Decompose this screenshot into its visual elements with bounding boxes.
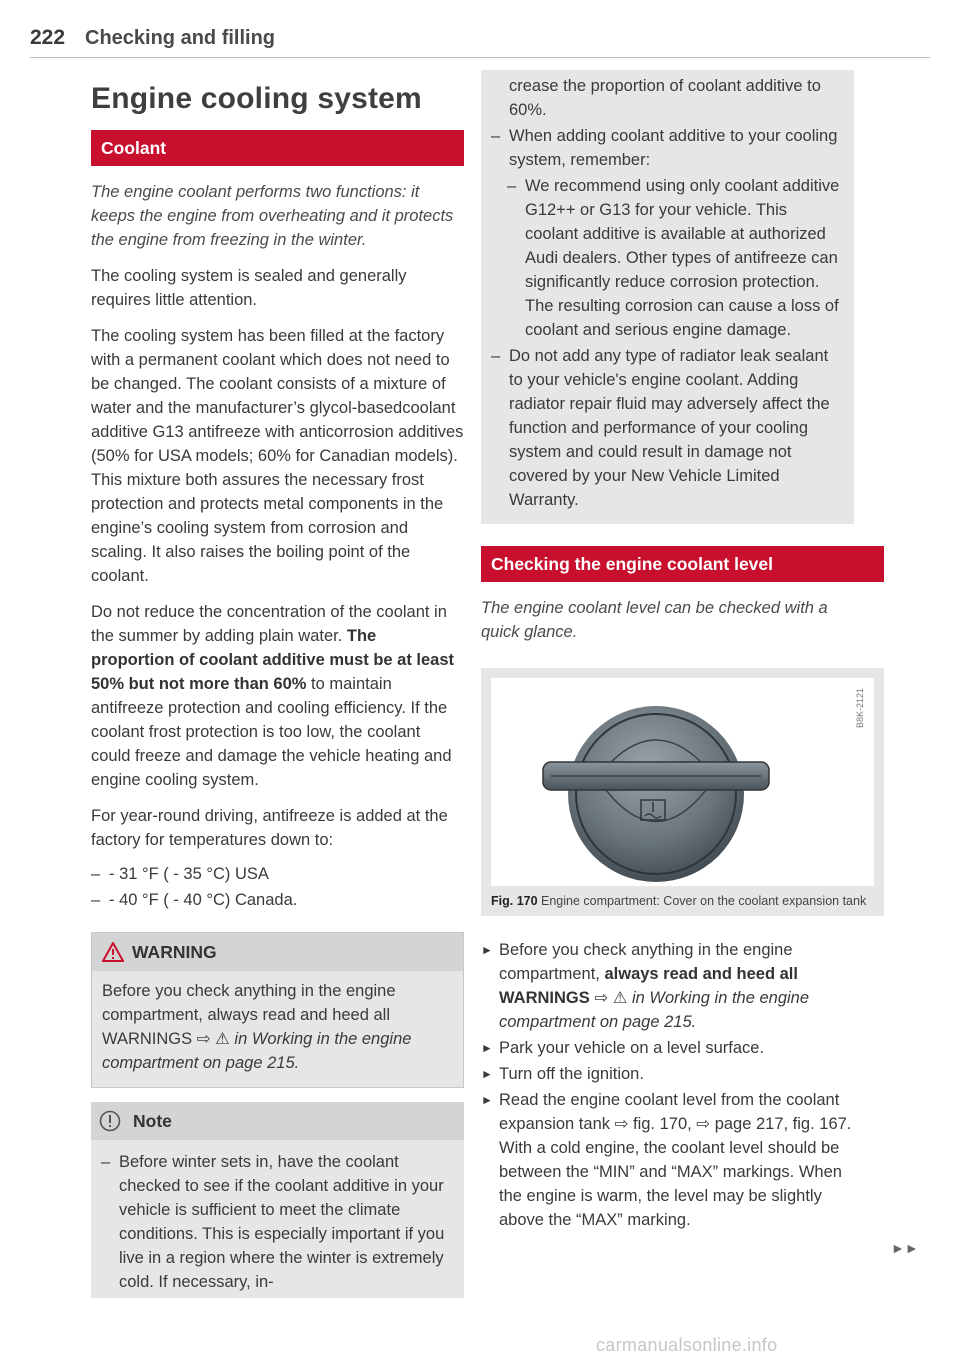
warning-ref-link[interactable]: ⚠ in Working in the engine compartment on page 215. (102, 1030, 412, 1072)
right-column (481, 70, 867, 1232)
left-column (91, 70, 464, 1298)
step-item: ► Before you check anything in the engine compartment, always read and heed all WARNINGS ⇨ ⚠ in Working in the engine compartment on page 215. (481, 938, 854, 1034)
page-header (30, 22, 930, 58)
warning-text: Before you check anything in the engine compartment, always read and heed all WARNINGS ⇨ (102, 982, 396, 1048)
warning-icon (102, 942, 124, 962)
paragraph: The cooling system has been filled at the factory with a permanent coolant which does not need to be changed. The coolant consists of a mixture of water and the manufacturer’s glycol-basedcoolant additive G13 antifreeze with anticorrosion additives (50% for USA models; 60% for Canadian models). This mixture both assures the necessary frost protection and protects metal components in the engine’s cooling system from corrosion and scaling. It also raises the boiling point of the coolant. (91, 327, 464, 585)
note-box (91, 1102, 464, 1298)
list-item: – - 31 °F ( - 35 °C) USA (91, 865, 269, 883)
warning-header (92, 933, 463, 971)
step-item: ► Turn off the ignition. (481, 1062, 854, 1086)
figure-image (491, 678, 874, 886)
coolant-cap-illustration (491, 678, 874, 886)
paragraph-text: to maintain antifreeze protection and cooling efficiency. If the coolant frost protection is too low, the coolant could freeze and damage the vehicle heating and engine cooling system. (91, 675, 452, 789)
paragraph-bold: The proportion of coolant additive must be at least 50% but not more than 60% (91, 627, 455, 693)
note-header (91, 1102, 464, 1140)
step-item: ► Read the engine coolant level from the coolant expansion tank ⇨ fig. 170, ⇨ page 217, fig. 167. With a cold engine, the coolant level should be between the “MIN” and “MAX” markings. When the engine is warm, the level may be slightly above the “MAX” marking. (481, 1088, 854, 1232)
list-item: – Do not add any type of radiator leak sealant to your vehicle's engine coolant. Adding radiator repair fluid may adversely affect the function and performance of your cooling system and could result in damage not covered by your New Vehicle Limited Warranty. (491, 347, 830, 509)
warning-body (92, 971, 463, 1087)
paragraph: For year-round driving, antifreeze is added at the factory for temperatures down to: (91, 807, 448, 849)
note-continuation: crease the proportion of coolant additive to 60%. – When adding coolant additive to your cooling system, remember: – We recommend using only coolant additive G12++ or G13 for your vehicle. This coolant additive is available at authorized Audi dealers. Other types of antifreeze can significantly reduce corrosion protection. The resulting corrosion can cause a loss of coolant and serious engine damage. – Do not add any type of radiator leak sealant to your vehicle's engine coolant. Adding radiator repair fluid may adversely affect the function and performance of your cooling system and could result in damage not covered by your New Vehicle Limited Warranty. (481, 70, 854, 524)
paragraph-text: Do not reduce the concentration of the coolant in the summer by adding plain water. (91, 603, 447, 645)
checking-subheading: Checking the engine coolant level (481, 546, 884, 582)
page-number: 222 (30, 26, 66, 49)
warning-ref-link[interactable]: ⇨ ⚠ in Working in the engine compartment on page 215. (499, 989, 810, 1031)
step-arrow-icon: ► (481, 943, 493, 957)
figure-code: B8K-2121 (855, 688, 865, 729)
coolant-intro: The engine coolant performs two functions: it keeps the engine from overheating and it protects the engine from freezing in the winter. (91, 183, 454, 249)
checking-intro: The engine coolant level can be checked with a quick glance. (481, 599, 828, 641)
step-arrow-icon: ► (481, 1067, 493, 1081)
watermark: carmanualsonline.info (596, 1335, 778, 1355)
section-title: Engine cooling system (91, 82, 422, 115)
paragraph (91, 600, 464, 792)
list-item: – - 40 °F ( - 40 °C) Canada. (91, 891, 298, 909)
warning-box (91, 932, 464, 1088)
steps-list (481, 938, 854, 1232)
step-arrow-icon: ► (481, 1093, 493, 1107)
figure-label: Fig. 170 (491, 894, 538, 908)
list-item: – We recommend using only coolant additive G12++ or G13 for your vehicle. This coolant additive is available at authorized Audi dealers. Other types of antifreeze can significantly reduce corrosion protection. The resulting corrosion can cause a loss of coolant and serious engine damage. (507, 177, 840, 339)
continue-arrow-icon: ►► (891, 1240, 919, 1256)
step-item: ► Park your vehicle on a level surface. (481, 1036, 854, 1060)
list-item: – Before winter sets in, have the coolant checked to see if the coolant additive in your vehicle is sufficient to meet the climate conditions. This is especially important if you live in a region where the winter is extremely cold. If necessary, in- (101, 1153, 445, 1291)
note-body (91, 1140, 464, 1298)
note-title: Note (133, 1111, 172, 1131)
step-arrow-icon: ► (481, 1041, 493, 1055)
chapter-title: Checking and filling (85, 27, 276, 49)
figure-caption: Fig. 170 Engine compartment: Cover on the coolant expansion tank (491, 894, 867, 908)
temperature-list (91, 862, 464, 912)
figure (481, 668, 884, 916)
list-item: – When adding coolant additive to your cooling system, remember: (491, 127, 838, 169)
note-icon (99, 1110, 121, 1132)
coolant-subheading: Coolant (91, 130, 464, 166)
paragraph: The cooling system is sealed and generally requires little attention. (91, 267, 407, 309)
warning-title: WARNING (132, 942, 217, 962)
